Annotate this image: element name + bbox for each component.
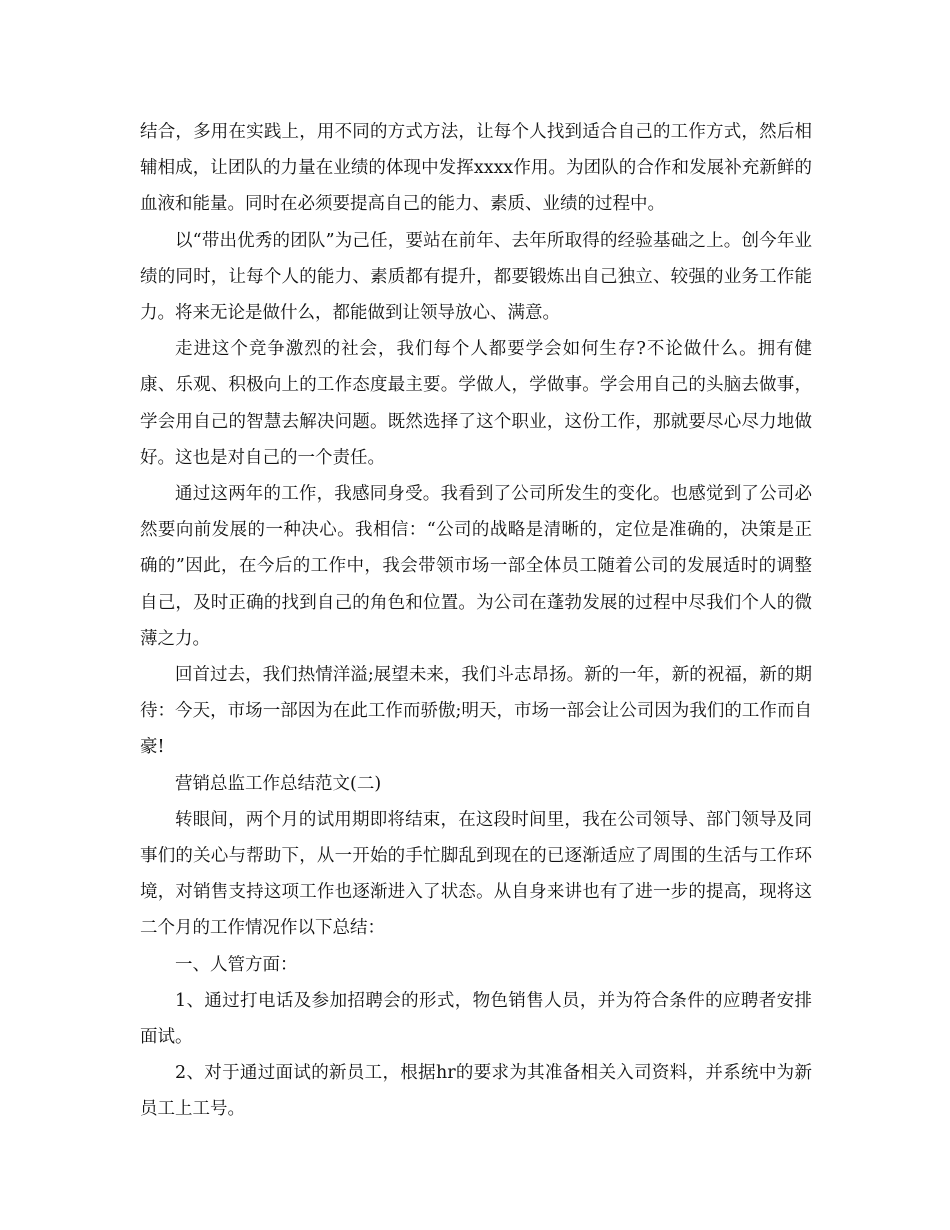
subsection-heading: 一、人管方面： (175, 954, 298, 975)
paragraph-looking-back: 回首过去，我们热情洋溢;展望未来，我们斗志昂扬。新的一年，新的祝福，新的期待：今天，市场一部因为在此工作而骄傲;明天，市场一部会让公司因为我们的工作而自豪! (140, 665, 812, 758)
paragraph-continuation: 结合，多用在实践上，用不同的方式方法，让每个人找到适合自己的工作方式，然后相辅相成，让团队的力量在业绩的体现中发挥xxxx作用。为团队的合作和发展补充新鲜的血液和能量。同时在必须要提高自己的能力、素质、业绩的过程中。 (140, 122, 812, 215)
list-item: 1、通过打电话及参加招聘会的形式，物色销售人员，并为符合条件的应聘者安排面试。 (140, 990, 812, 1048)
paragraph-probation: 转眼间，两个月的试用期即将结束，在这段时间里，我在公司领导、部门领导及同事们的关心与帮助下，从一开始的手忙脚乱到现在的已逐渐适应了周围的生活与工作环境，对销售支持这项工作也逐渐进入了状态。从自身来讲也有了进一步的提高，现将这二个月的工作情况作以下总结： (140, 809, 812, 939)
section-heading: 营销总监工作总结范文(二) (175, 773, 382, 794)
paragraph-competition: 走进这个竞争激烈的社会，我们每个人都要学会如何生存?不论做什么。拥有健康、乐观、积极向上的工作态度最主要。学做人，学做事。学会用自己的头脑去做事，学会用自己的智慧去解决问题。既然选择了这个职业，这份工作，那就要尽心尽力地做好。这也是对自己的一个责任。 (140, 339, 812, 468)
document-body (140, 114, 812, 1128)
paragraph-team-goal: 以“带出优秀的团队”为己任，要站在前年、去年所取得的经验基础之上。创今年业绩的同时，让每个人的能力、素质都有提升，都要锻炼出自己独立、较强的业务工作能力。将来无论是做什么，都能做到让领导放心、满意。 (140, 230, 812, 324)
list-item: 2、对于通过面试的新员工，根据hr的要求为其准备相关入司资料，并系统中为新员工上工号。 (140, 1063, 812, 1120)
paragraph-two-years: 通过这两年的工作，我感同身受。我看到了公司所发生的变化。也感觉到了公司必然要向前发展的一种决心。我相信：“公司的战略是清晰的，定位是准确的，决策是正确的”因此，在今后的工作中，我会带领市场一部全体员工随着公司的发展适时的调整自己，及时正确的找到自己的角色和位置。为公司在蓬勃发展的过程中尽我们个人的微薄之力。 (140, 484, 812, 649)
